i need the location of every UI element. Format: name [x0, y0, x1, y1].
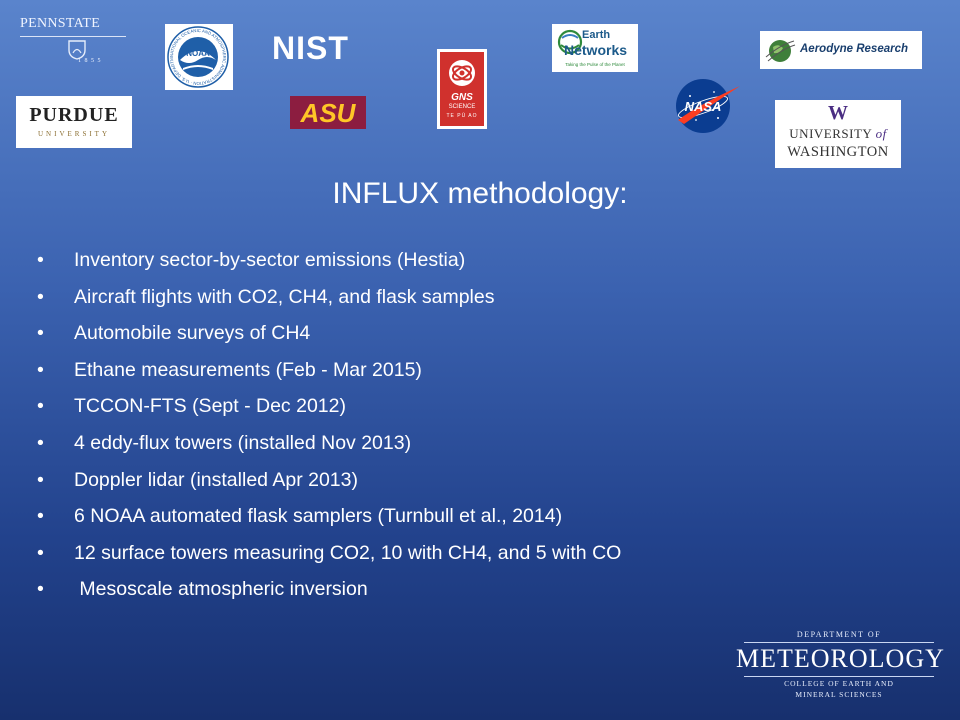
bullet-text: Mesoscale atmospheric inversion: [74, 578, 368, 601]
bullet-text: Automobile surveys of CH4: [74, 322, 311, 345]
nist-wordmark: NIST: [272, 30, 349, 66]
meteo-title: METEOROLOGY: [736, 644, 945, 673]
bullet-text: 6 NOAA automated flask samplers (Turnbull et al., 2014): [74, 505, 563, 528]
uw-logo: [775, 100, 901, 168]
pennstate-year: 1 8 5 5: [78, 58, 102, 64]
pennstate-wordmark: PENNSTATE: [20, 16, 101, 31]
asu-logo: [290, 96, 366, 129]
gns-orbit-icon: [447, 58, 477, 88]
bullet-dot-icon: •: [37, 395, 44, 418]
noaa-ring-text: NATIONAL OCEANIC AND ATMOSPHERIC ADMINISTRATION · U.S. DEPARTM: [168, 27, 228, 87]
gns-maori-label: TE PŪ AO: [446, 113, 478, 119]
bullet-dot-icon: •: [37, 358, 44, 381]
meteo-rule-bottom: [744, 676, 934, 677]
nasa-logo: [670, 74, 740, 136]
bullet-text: Doppler lidar (installed Apr 2013): [74, 468, 358, 491]
bullet-dot-icon: •: [37, 505, 44, 528]
gns-name: GNS: [451, 92, 473, 103]
bullet-text: Aircraft flights with CO2, CH4, and flask samples: [74, 285, 495, 308]
meteo-college-line2: MINERAL SCIENCES: [795, 690, 883, 699]
uw-line2: WASHINGTON: [787, 144, 889, 160]
uw-line1: [775, 126, 901, 142]
earth-networks-tagline: Taking the Pulse of the Planet: [565, 62, 625, 67]
bullet-dot-icon: •: [37, 541, 44, 564]
noaa-text: NOAA: [186, 49, 210, 58]
bullet-text: 12 surface towers measuring CO2, 10 with CH4, and 5 with CO: [74, 541, 622, 564]
uw-university-label: UNIVERSITY: [789, 126, 876, 141]
uw-of-label: of: [875, 126, 887, 141]
pennstate-rule: [20, 36, 126, 37]
uw-w-mark: W: [828, 102, 848, 124]
bullet-text: 4 eddy-flux towers (installed Nov 2013): [74, 431, 412, 454]
earth-networks-line2: Networks: [564, 42, 628, 58]
noaa-logo: [165, 24, 233, 90]
bullet-dot-icon: •: [37, 431, 44, 454]
asu-wordmark: ASU: [300, 98, 356, 128]
nist-logo: [272, 30, 372, 68]
pennstate-shield-icon: [68, 40, 86, 60]
purdue-wordmark: PURDUE: [29, 104, 119, 126]
bullet-dot-icon: •: [37, 468, 44, 491]
bullet-text: Inventory sector-by-sector emissions (Hestia): [74, 249, 466, 271]
meteo-college-line1: COLLEGE OF EARTH AND: [784, 679, 894, 688]
bullet-text: Ethane measurements (Feb - Mar 2015): [74, 358, 422, 381]
pennstate-logo: [12, 14, 130, 66]
aerodyne-wordmark: Aerodyne Research: [800, 43, 909, 55]
noaa-emblem-icon: [167, 26, 229, 88]
purdue-logo: [16, 96, 132, 148]
meteo-dept-label: DEPARTMENT OF: [796, 630, 882, 639]
bullet-text: TCCON-FTS (Sept - Dec 2012): [74, 395, 346, 418]
earth-networks-logo: [552, 24, 638, 72]
bullet-dot-icon: •: [37, 249, 44, 271]
meteorology-department-logo: [736, 630, 945, 704]
bullet-dot-icon: •: [37, 322, 44, 345]
nasa-meatball-icon: [670, 74, 740, 136]
gns-science-label: SCIENCE: [448, 104, 476, 110]
gns-science-logo: [437, 49, 487, 129]
nasa-text: NASA: [684, 99, 722, 114]
aerodyne-logo: [760, 31, 922, 69]
bullet-dot-icon: •: [37, 578, 44, 601]
gns-panel: [440, 52, 484, 126]
bullet-dot-icon: •: [37, 285, 44, 308]
aerodyne-globe-icon: [764, 35, 796, 65]
purdue-subtitle: UNIVERSITY: [38, 130, 110, 138]
earth-networks-line1: Earth: [582, 29, 611, 41]
meteo-rule-top: [744, 642, 934, 643]
slide-title: INFLUX methodology:: [332, 177, 628, 210]
